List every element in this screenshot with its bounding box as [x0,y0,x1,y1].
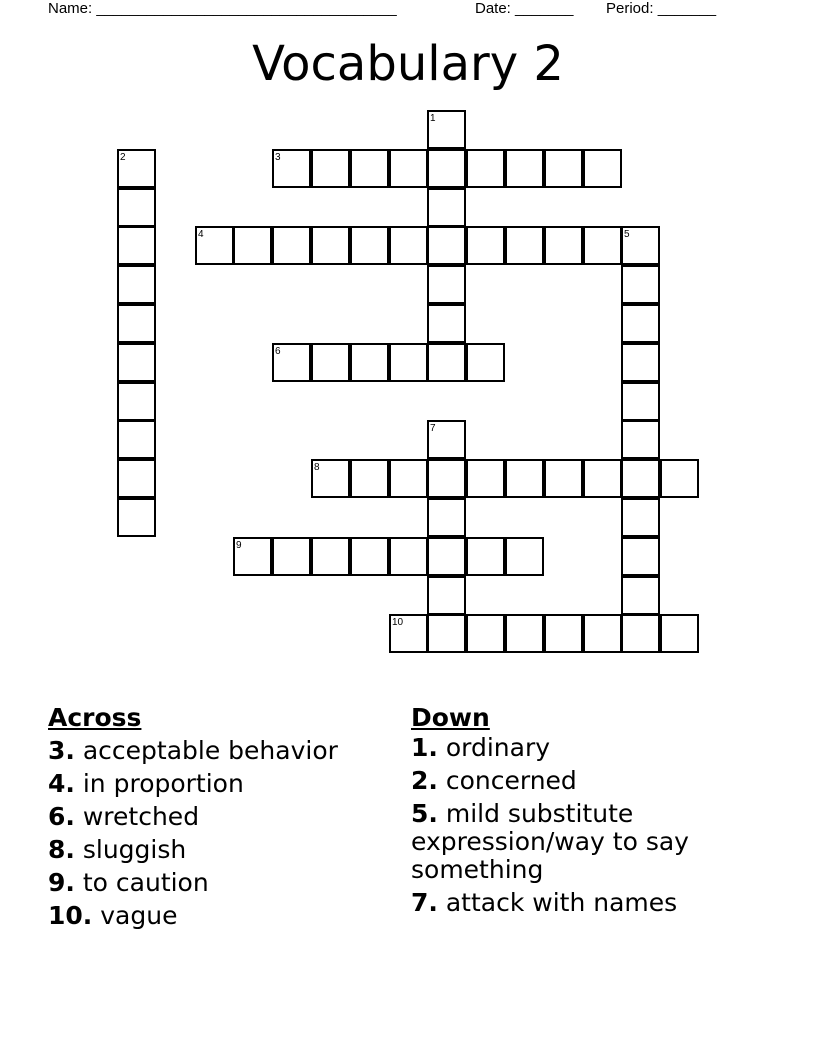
across-clue [48,800,388,833]
crossword-cell[interactable] [621,382,660,421]
crossword-cell[interactable] [427,459,466,498]
crossword-cell[interactable] [272,537,311,576]
date-field[interactable]: Date: _______ [475,0,574,17]
crossword-cell[interactable] [427,304,466,343]
clue-number-label: 2 [120,152,126,163]
clue-number: 8. [48,835,75,864]
crossword-cell[interactable] [427,149,466,188]
crossword-cell[interactable] [195,226,234,265]
crossword-cell[interactable] [117,420,156,459]
crossword-cell[interactable] [272,226,311,265]
clue-number-label: 1 [430,113,436,124]
clue-number: 1. [411,733,438,762]
crossword-cell[interactable] [117,459,156,498]
clue-text: in proportion [82,769,244,798]
clue-number: 2. [411,766,438,795]
crossword-cell[interactable] [621,304,660,343]
crossword-cell[interactable] [117,226,156,265]
crossword-cell[interactable] [544,614,583,653]
crossword-cell[interactable] [272,149,311,188]
crossword-cell[interactable] [389,459,428,498]
crossword-cell[interactable] [427,110,466,149]
crossword-cell[interactable] [427,226,466,265]
crossword-cell[interactable] [621,343,660,382]
across-clue [48,833,388,866]
crossword-cell[interactable] [117,382,156,421]
crossword-cell[interactable] [389,614,428,653]
clue-number: 10. [48,901,93,930]
crossword-cell[interactable] [350,343,389,382]
crossword-cell[interactable] [350,226,389,265]
crossword-cell[interactable] [505,459,544,498]
clue-text: ordinary [445,733,551,762]
clue-text: to caution [82,868,209,897]
crossword-cell[interactable] [427,188,466,227]
crossword-cell[interactable] [466,343,505,382]
crossword-cell[interactable] [427,576,466,615]
clue-number-label: 7 [430,423,436,434]
clue-text: concerned [445,766,577,795]
crossword-cell[interactable] [272,343,311,382]
crossword-cell[interactable] [427,537,466,576]
clue-text: wretched [82,802,200,831]
crossword-cell[interactable] [389,343,428,382]
crossword-cell[interactable] [427,420,466,459]
crossword-cell[interactable] [427,343,466,382]
crossword-cell[interactable] [583,226,622,265]
clue-number-label: 4 [198,229,204,240]
down-clues [411,702,751,922]
crossword-cell[interactable] [117,498,156,537]
crossword-cell[interactable] [389,537,428,576]
down-clue [411,734,751,762]
clue-number-label: 10 [392,617,404,628]
crossword-cell[interactable] [544,459,583,498]
crossword-cell[interactable] [505,149,544,188]
crossword-cell[interactable] [233,226,272,265]
across-clue [48,767,388,800]
name-field[interactable]: Name: ____________________________________ [48,0,397,17]
crossword-cell[interactable] [311,459,350,498]
crossword-cell[interactable] [117,265,156,304]
clue-number: 5. [411,799,438,828]
period-field[interactable]: Period: _______ [606,0,717,17]
crossword-cell[interactable] [583,459,622,498]
clue-number: 9. [48,868,75,897]
page-title: Vocabulary 2 [252,36,564,92]
crossword-cell[interactable] [466,614,505,653]
crossword-cell[interactable] [117,343,156,382]
clue-number: 4. [48,769,75,798]
crossword-cell[interactable] [660,614,699,653]
clue-number-label: 9 [236,540,242,551]
across-clue [48,734,388,767]
crossword-cell[interactable] [427,265,466,304]
crossword-cell[interactable] [117,304,156,343]
crossword-cell[interactable] [505,614,544,653]
crossword-cell[interactable] [466,537,505,576]
clue-text: sluggish [82,835,187,864]
down-heading: Down [411,703,490,732]
crossword-cell[interactable] [350,149,389,188]
crossword-cell[interactable] [466,459,505,498]
crossword-cell[interactable] [621,614,660,653]
down-clue [411,800,751,884]
clue-number-label: 8 [314,462,320,473]
crossword-cell[interactable] [621,576,660,615]
crossword-cell[interactable] [389,226,428,265]
crossword-cell[interactable] [466,226,505,265]
crossword-cell[interactable] [311,226,350,265]
clue-number-label: 3 [275,152,281,163]
clue-number-label: 6 [275,346,281,357]
crossword-cell[interactable] [466,149,505,188]
clue-text: acceptable behavior [82,736,338,765]
crossword-cell[interactable] [505,226,544,265]
clue-number: 3. [48,736,75,765]
clue-text: mild substitute expression/way to say something [411,799,689,884]
down-clue [411,889,751,917]
crossword-cell[interactable] [311,149,350,188]
crossword-cell[interactable] [621,498,660,537]
crossword-cell[interactable] [117,188,156,227]
clue-number-label: 5 [624,229,630,240]
across-clue [48,899,388,932]
crossword-cell[interactable] [621,537,660,576]
clue-text: vague [100,901,178,930]
crossword-cell[interactable] [350,537,389,576]
crossword-cell[interactable] [621,265,660,304]
clue-number: 7. [411,888,438,917]
crossword-cell[interactable] [117,149,156,188]
crossword-cell[interactable] [583,614,622,653]
crossword-cell[interactable] [389,149,428,188]
down-clue [411,767,751,795]
clue-text: attack with names [445,888,678,917]
across-clue [48,866,388,899]
across-heading: Across [48,703,142,732]
crossword-cell[interactable] [621,420,660,459]
crossword-cell[interactable] [544,226,583,265]
crossword-cell[interactable] [660,459,699,498]
crossword-cell[interactable] [621,226,660,265]
crossword-cell[interactable] [544,149,583,188]
crossword-cell[interactable] [505,537,544,576]
crossword-cell[interactable] [427,498,466,537]
crossword-cell[interactable] [427,614,466,653]
crossword-cell[interactable] [311,343,350,382]
across-clues [48,702,388,932]
crossword-cell[interactable] [621,459,660,498]
crossword-cell[interactable] [583,149,622,188]
crossword-cell[interactable] [350,459,389,498]
crossword-cell[interactable] [233,537,272,576]
clue-number: 6. [48,802,75,831]
crossword-cell[interactable] [311,537,350,576]
